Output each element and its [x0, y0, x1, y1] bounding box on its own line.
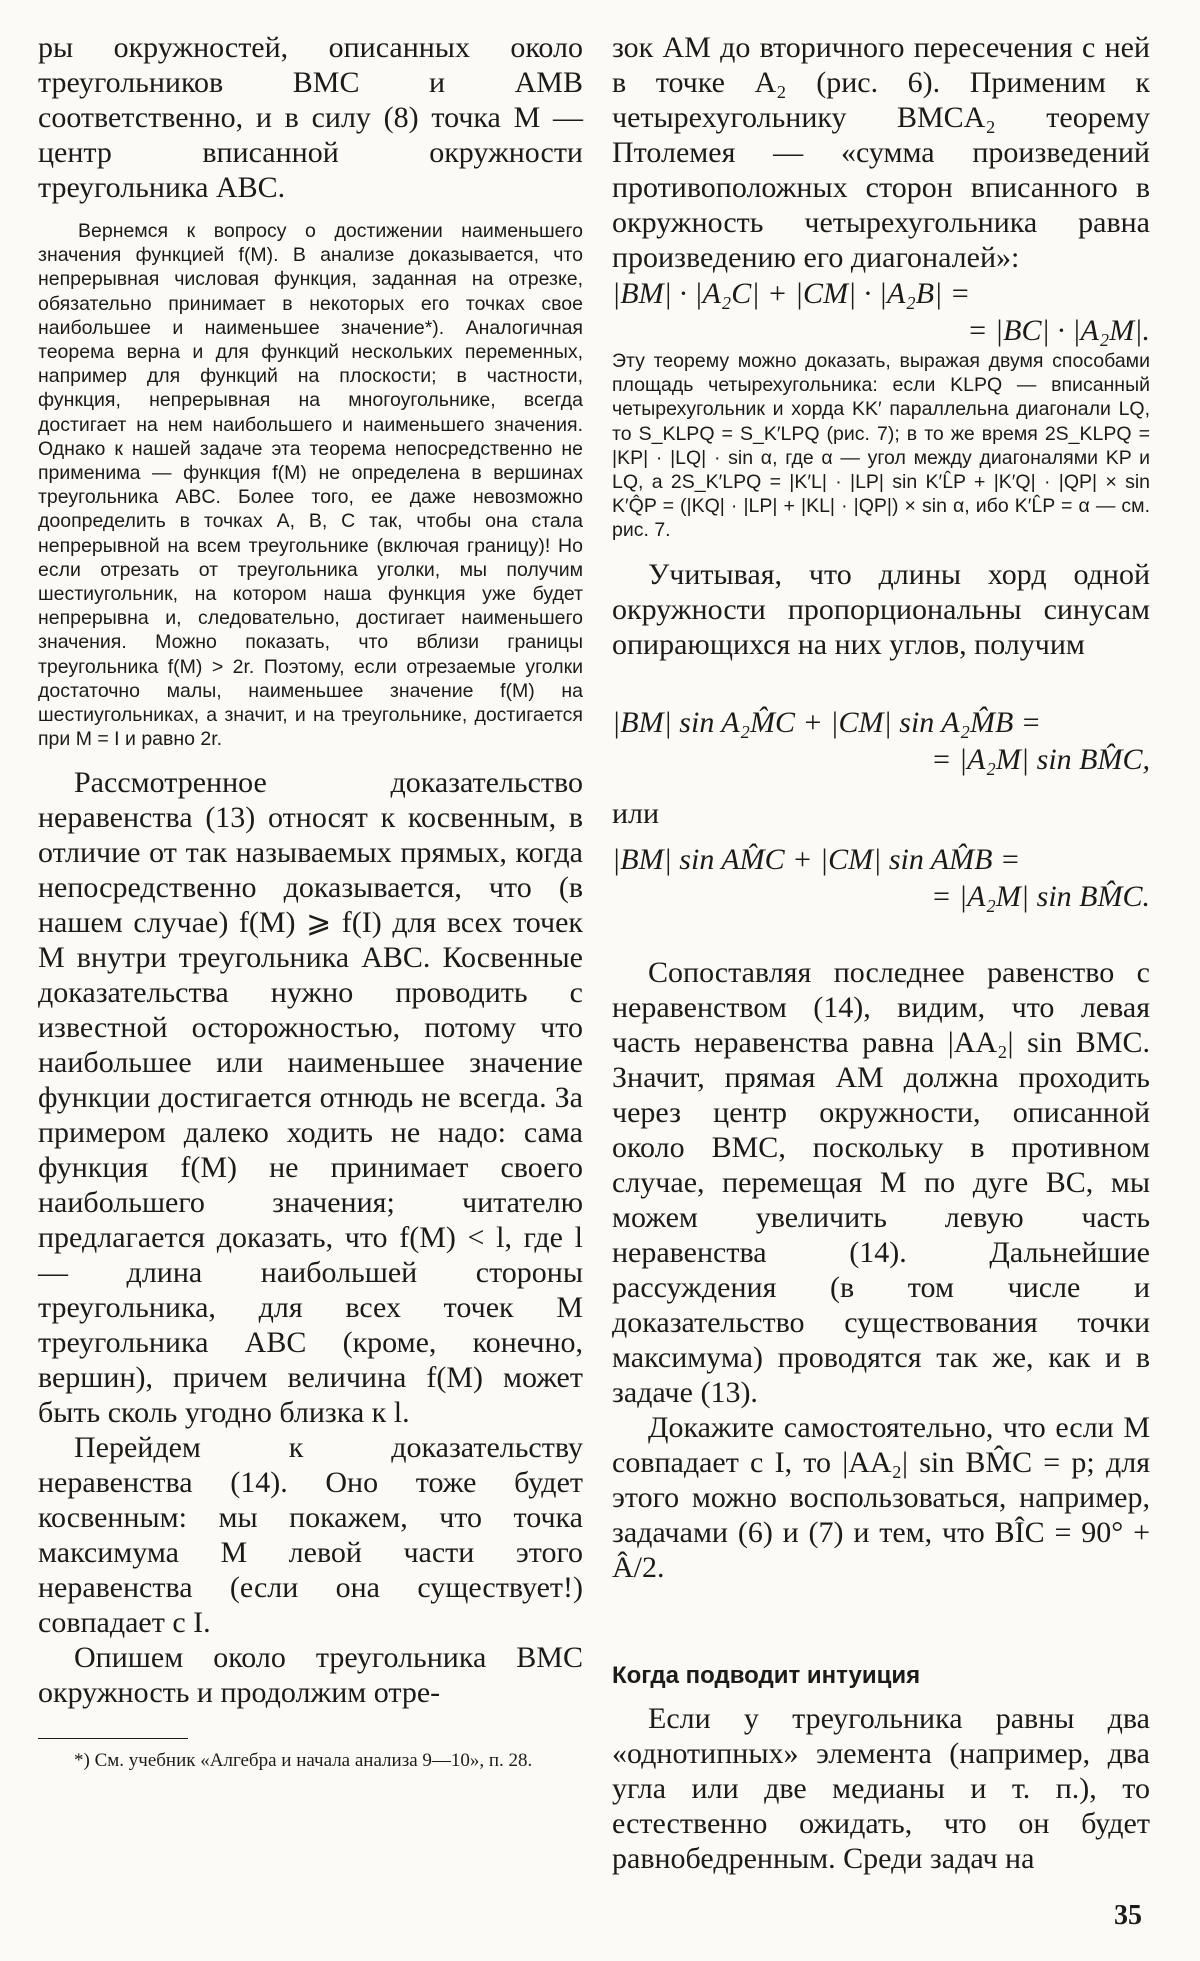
right-paragraph-4: Сопоставляя последнее равенство с неравенством (14), видим, что левая часть неравенства равна |AA₂| sin BMC. Значит, прямая AM должна проходить через центр окружности, описанной около BMC, поскольку в противном случае, перемещая M по дуге BC, мы можем увеличить левую часть неравенства (14). Дальнейшие рассуждения (в том числе и доказательство существования точки максимума) проводятся так же, как и в задаче (13).	[612, 955, 1150, 1409]
formula-1-line-1: |BM| sin A₂M̂C + |CM| sin A₂M̂B =	[612, 705, 1042, 739]
right-paragraph-6: Если у треугольника равны два «однотипных» элемента (например, два угла или две медианы и т. п.), то естественно ожидать, что он будет равнобедренным. Среди задач на	[612, 1701, 1150, 1875]
ptolemy-line-1: |BM| · |A₂C| + |CM| · |A₂B| =	[612, 277, 971, 310]
left-paragraph-2-small: Вернемся к вопросу о достижении наименьшего значения функцией f(M). В анализе доказывается, что непрерывная числовая функция, заданная на отрезке, обязательно принимает в некоторых его точках свое наибольшее и наименьшее значение*). Аналогичная теорема верна и для функций нескольких переменных, например для функций на плоскости; в частности, функция, непрерывная на многоугольнике, всегда достигает на нем наибольшего и наименьшего значения. Однако к нашей задаче эта теорема непосредственно не применима — функция f(M) не определена в вершинах треугольника ABC. Более того, ее даже невозможно доопределить в точках A, B, C так, чтобы она стала непрерывной на всем треугольнике (включая границу)! Но если отрезать от треугольника уголки, мы получим шестиугольник, на котором наша функция уже будет непрерывна и, следовательно, достигает наименьшего значения. Можно показать, что вблизи границы треугольника f(M) > 2r. Поэтому, если отрезаемые уголки достаточно малы, наименьшее значение f(M) на шестиугольниках, а значит, и на треугольнике, достигается при M = I и равно 2r.	[38, 220, 583, 751]
footnote-rule	[38, 1738, 188, 1739]
right-paragraph-5: Докажите самостоятельно, что если M совпадает с I, то |AA₂| sin BM̂C = p; для этого можно воспользоваться, например, задачами (6) и (7) и тем, что BÎC = 90° + Â/2.	[612, 1410, 1150, 1584]
right-paragraph-1: зок AM до вторичного пересечения с ней в точке A₂ (рис. 6). Применим к четырехугольнику BMCA₂ теорему Птолемея — «сумма произведений противоположных сторон вписанного в окружность четырехугольника равна произведению его диагоналей»:	[612, 31, 1150, 274]
right-column	[612, 30, 1150, 1876]
left-column	[38, 30, 583, 1773]
left-paragraph-4: Перейдем к доказательству неравенства (14). Оно тоже будет косвенным: мы покажем, что точка максимума M левой части этого неравенства (если она существует!) совпадает с I.	[38, 1431, 583, 1640]
left-paragraph-1: ры окружностей, описанных около треугольников BMC и AMB соответственно, и в силу (8) точка M — центр вписанной окружности треугольника ABC.	[38, 31, 583, 204]
formula-1	[612, 704, 1150, 778]
right-paragraph-3: Учитывая, что длины хорд одной окружности пропорциональны синусам опирающихся на них углов, получим	[612, 557, 1150, 661]
ptolemy-line-2: = |BC| · |A₂M|.	[967, 314, 1150, 347]
page-number: 35	[1114, 1900, 1142, 1931]
formula-1-line-2: = |A₂M| sin BM̂C,	[931, 742, 1150, 776]
ptolemy-formula	[612, 275, 1150, 349]
section-title: Когда подводит интуиция	[612, 1661, 921, 1689]
left-paragraph-3: Рассмотренное доказательство неравенства (13) относят к косвенным, в отличие от так называемых прямых, когда непосредственно доказывается, что (в нашем случае) f(M) ⩾ f(I) для всех точек M внутри треугольника ABC. Косвенные доказательства нужно проводить с известной осторожностью, потому что наибольшее или наименьшее значение функции достигается отнюдь не всегда. За примером далеко ходить не надо: сама функция f(M) не принимает своего наибольшего значения; читателю предлагается доказать, что f(M) < l, где l — длина наибольшей стороны треугольника, для всех точек M треугольника ABC (кроме, конечно, вершин), причем величина f(M) может быть сколь угодно близка к l.	[38, 766, 583, 1430]
formula-2-line-1: |BM| sin AM̂C + |CM| sin AM̂B =	[612, 842, 1021, 876]
right-paragraph-2-small: Эту теорему можно доказать, выражая двумя способами площадь четырехугольника: если KLPQ — вписанный четырехугольник и хорда KK′ параллельна диагонали LQ, то S_KLPQ = S_K′LPQ (рис. 7); в то же время 2S_KLPQ = |KP| · |LQ| · sin α, где α — угол между диагоналями KP и LQ, а 2S_K′LPQ = |K′L| · |LP| sin K′L̂P + |K′Q| · |QP| × sin K′Q̂P = (|KQ| · |LP| + |KL| · |QP|) × sin α, ибо K′L̂P = α — см. рис. 7.	[612, 350, 1150, 542]
formula-2	[612, 841, 1150, 915]
or-word: или	[612, 796, 660, 830]
formula-2-line-2: = |A₂M| sin BM̂C.	[931, 879, 1150, 913]
left-paragraph-5: Опишем около треугольника BMC окружность и продолжим отре-	[38, 1641, 583, 1710]
footnote: *) См. учебник «Алгебра и начала анализа 9—10», п. 28.	[74, 1750, 533, 1772]
